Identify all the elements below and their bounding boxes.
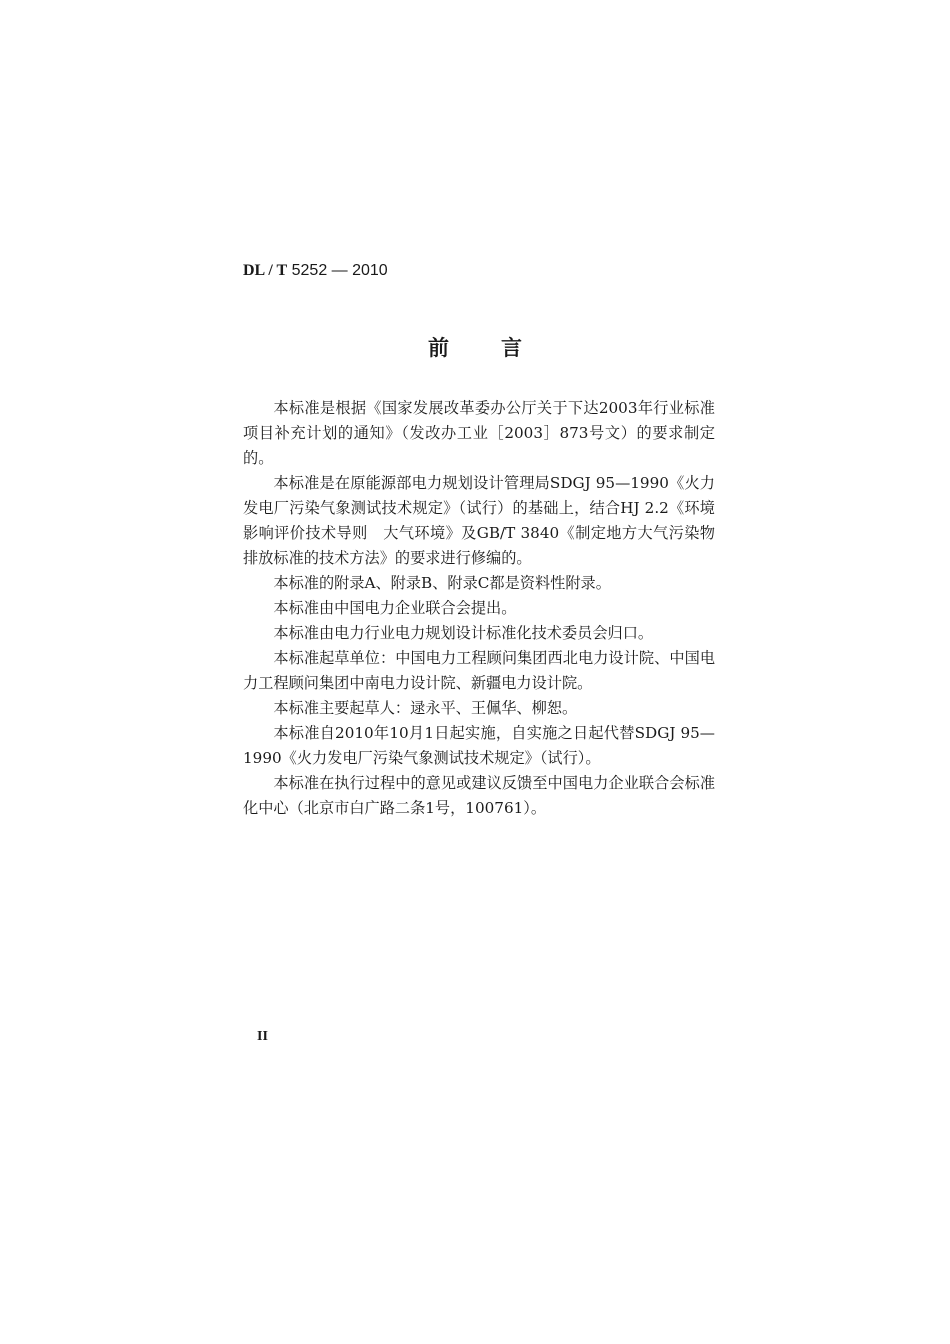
paragraph: 本标准自2010年10月1日起实施，自实施之日起代替SDGJ 95—1990《火力发电厂污染气象测试技术规定》（试行）。 <box>243 724 715 767</box>
paragraph: 本标准在执行过程中的意见或建议反馈至中国电力企业联合会标准化中心（北京市白广路二条1号，100761）。 <box>243 774 715 817</box>
standard-code-number: 5252 — 2010 <box>287 262 388 279</box>
paragraph: 本标准是在原能源部电力规划设计管理局SDGJ 95—1990《火力发电厂污染气象测试技术规定》（试行）的基础上，结合HJ 2.2《环境影响评价技术导则 大气环境》及GB/T 3840《制定地方大气污染物排放标准的技术方法》的要求进行修编的。 <box>243 474 715 567</box>
standard-code-header <box>243 260 388 281</box>
paragraph: 本标准起草单位：中国电力工程顾问集团西北电力设计院、中国电力工程顾问集团中南电力设计院、新疆电力设计院。 <box>243 649 715 692</box>
foreword-body <box>243 396 715 821</box>
paragraph: 本标准是根据《国家发展改革委办公厅关于下达2003年行业标准项目补充计划的通知》（发改办工业［2003］873号文）的要求制定的。 <box>243 399 715 467</box>
paragraph: 本标准的附录A、附录B、附录C都是资料性附录。 <box>273 574 611 592</box>
paragraph: 本标准由中国电力企业联合会提出。 <box>273 599 517 617</box>
page-title: 前言 <box>428 336 574 360</box>
standard-code-prefix: DL / T <box>243 262 288 279</box>
paragraph: 本标准主要起草人：逯永平、王佩华、柳恕。 <box>273 699 578 717</box>
page-number: II <box>257 1029 268 1044</box>
paragraph: 本标准由电力行业电力规划设计标准化技术委员会归口。 <box>273 624 654 642</box>
